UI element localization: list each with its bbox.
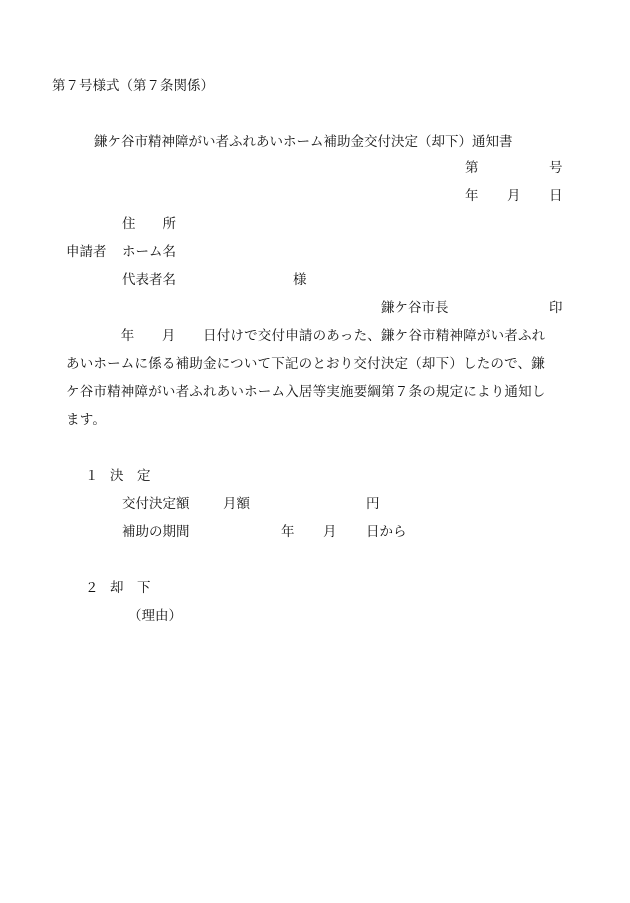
monthly-label: 月額 bbox=[223, 496, 250, 512]
body-line-1: 年 月 日付けで交付申請のあった、鎌ケ谷市精神障がい者ふれ bbox=[66, 328, 546, 344]
date-month: 月 bbox=[507, 188, 521, 204]
body-line-4: ます。 bbox=[66, 412, 107, 428]
body-line-3: ケ谷市精神障がい者ふれあいホーム入居等実施要綱第７条の規定により通知し bbox=[66, 384, 546, 400]
home-name-label: ホーム名 bbox=[122, 244, 176, 260]
representative-label: 代表者名 bbox=[122, 272, 176, 288]
reason-label: （理由） bbox=[128, 608, 182, 624]
decision-heading: 決 定 bbox=[110, 468, 151, 484]
applicant-label: 申請者 bbox=[66, 244, 107, 260]
rejection-number: ２ bbox=[85, 580, 99, 596]
date-year: 年 bbox=[465, 188, 479, 204]
period-from: 日から bbox=[366, 524, 407, 540]
currency-label: 円 bbox=[366, 496, 380, 512]
seal-mark: 印 bbox=[549, 300, 563, 316]
address-label: 住 所 bbox=[122, 216, 176, 232]
body-line-2: あいホームに係る補助金について下記のとおり交付決定（却下）したので、鎌 bbox=[66, 356, 545, 372]
document-number-prefix: 第 bbox=[465, 160, 479, 176]
form-number: 第７号様式（第７条関係） bbox=[52, 78, 214, 94]
period-year: 年 bbox=[281, 524, 295, 540]
amount-label: 交付決定額 bbox=[122, 496, 190, 512]
period-label: 補助の期間 bbox=[122, 524, 190, 540]
decision-number: １ bbox=[85, 468, 99, 484]
date-day: 日 bbox=[549, 188, 563, 204]
rejection-heading: 却 下 bbox=[110, 580, 151, 596]
issuer-title: 鎌ケ谷市長 bbox=[381, 300, 449, 316]
document-number-suffix: 号 bbox=[549, 160, 563, 176]
period-month: 月 bbox=[323, 524, 337, 540]
document-title: 鎌ケ谷市精神障がい者ふれあいホーム補助金交付決定（却下）通知書 bbox=[94, 134, 513, 150]
honorific: 様 bbox=[293, 272, 307, 288]
